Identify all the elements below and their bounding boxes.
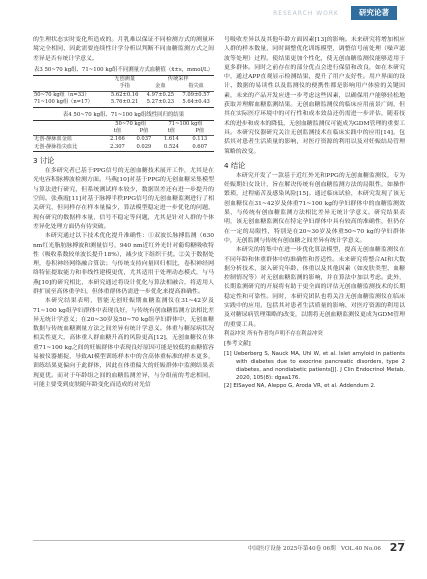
table-cell: 7.09±0.57 (182, 91, 210, 98)
page-header (0, 0, 427, 16)
references-heading: [参考文献] (224, 341, 251, 348)
conflict-statement: 利益冲突 所有作者均声明不存在利益冲突 (224, 330, 323, 337)
table4-subheader: t值 (113, 127, 122, 134)
body-paragraph: 本研究通过以下技术优化提升准确性：①双波长脉搏监测（630 nm红光脂肪脉搏波和测量信号，940 nm近红外光针对葡萄糖吸收特性（吸收系数较单波长提升18%），减少皮下组织干扰。②关于数据处理，卷积神经网络融合算法；与传统支持向量回归相比，卷积神经网络特征提取能力和非线性建模更优，尤其适用于处理动态模式，与马燕[10]的研究相比，本研究通过将设计优化与算法相融合，将适用人群扩展至高体重孕妇，但体重群体仍需进一步优化来提高准确性。 (33, 233, 214, 295)
body-paragraph: 本研究的将集中在进一步优化算法模型，提高无创血糖监测仪在不同年龄和体重群体中的准确性和普适性。未来研究将整合AI和大数据分析技术，深入研究年龄、体重以及其他因素（如皮肤类型、血糖控制情况等）对无创血糖监测的影响，并在算法中加以考虑。此外，长期监测研究的开展将有助于更全面的评估无创血糖监测技术的长期稳定性和可靠性。同时，本研究团队也将关注无创血糖监测仪在临床实践中的应用，包括其对患者生活质量的影响、对医疗资源的利用以及对糖尿病管理策略的改变，以期将无创血糖监测仪更成为GDM管理的重要工具。 (224, 247, 405, 328)
table-row (33, 99, 214, 107)
intro-paragraph: 的生理状态实时变化所造成的。月乳难以保证不同检测方式的测量环境完全相同，因此需要连续性计学分析以判断不同血糖监测方式之间差异是否有统计学意义。 (33, 37, 214, 62)
left-column (33, 36, 214, 390)
table-cell: 2.307 (109, 143, 125, 150)
footer-journal (248, 544, 381, 552)
table4-subheader (33, 128, 104, 136)
reference-item: [2] ElSayed NA, Aleppo G, Aroda VR, et al. Addendum 2. (224, 382, 376, 389)
table4-subheader: t值 (167, 127, 175, 134)
table-cell: 无创-静脉血金血 (34, 136, 73, 143)
table4-group: 50~70 kg组 (115, 120, 147, 127)
table-cell: 无创-静脉指尖血比 (34, 143, 78, 150)
table4-title: 表4 50~70 kg组、71~100 kg组线性回归的结果 (62, 111, 185, 118)
table-cell: 50~70 kg组（n=33） (34, 91, 90, 98)
table4-subheader: P值 (139, 127, 149, 134)
section-heading: 4 结论 (224, 160, 246, 170)
table-row (33, 91, 214, 99)
reference-item: [1] Ueberberg S, Nauck MA, Uhl W, et al. Islet amyloid in patients with diabetes due to exocrine pancreatic disorders, type 2 diabetes, and nondiabetic patients[J]. J Clin Endocrinol Metab, 2020, 105(8): dgaa176. (224, 350, 405, 381)
table-cell: 0.607 (192, 143, 208, 150)
table-row (33, 144, 214, 152)
footer-journal-name: 中国医疗设备 2025年第40卷 06期 (247, 546, 336, 552)
table3-title: 表3 50~70 kg组、71~100 kg组不同测量方式血糖值（x̄±s，mmol/L） (33, 66, 214, 73)
table-cell: 71~100 kg组（n=17） (34, 99, 93, 106)
body-paragraph: 本研究结果表明，智能无创妊娠期血糖监测仪在31~42岁及71~100 kg组孕妇群体中表现良好，与传统有创血糖监测方法相比差异无统计学意义；在20~30岁及50~70 kg组孕妇群体中，无创血糖数据与传统血糖测量方法之间差异有统计学意义。体重与糖尿病状况相关性更大，高体重人群血糖升高的风险更高[12]，无创血糖仪在体重71~100 kg之间的妊娠群体中表现良好原因可能是较低的血糖值容易被仪器捕捉，导致AI模型训练样本中的含高体重标准的样本更多，训练结果更偏向于此群体，因此在体重偏大的妊娠群体中监测结果表现更优。而对于年龄组之间的血糖监测差异，与分组前的考虑相同，可能主要受到皮肤随年龄变化而造成的对光信 (33, 298, 214, 388)
table3-subheader: 金血 (155, 83, 166, 90)
table-cell: 0.037 (136, 136, 152, 143)
table4-group: 71~100 kg组 (168, 120, 203, 127)
table3-group-header2: 传统采样 (167, 75, 189, 82)
table3-subheader (33, 83, 107, 91)
table-cell: 0.113 (192, 136, 208, 143)
body-paragraph: 本研究开发了一款基于近红外光和PPG的无创血糖监测仪，专为妊娠期妇女设计，旨在解决传统有创血糖监测方法的局限性，如操作繁琐，过程痛苦及感染风险[15]。通过临床试验，本研究发现了该无创血糖仪在31~42岁及体重71~100 kg的孕妇群体中的血糖监测效果，与传统有创血糖监测方法相比差异无统计学意义。研究结果表明，该无创血糖监测仪在特定孕妇群体中具有较高的准确性，但仍存在一定的局限性，特别是在20~30岁及体重50~70 kg的孕妇群体中，无创监测与传统有创血糖之间差异有统计学意义。 (224, 172, 405, 244)
table-cell: 0.524 (163, 143, 179, 150)
table3-group-header: 无创测量 (114, 75, 136, 82)
reference-list (224, 350, 405, 390)
table4-header-blank (33, 120, 104, 128)
body-paragraph: 号吸收差异以及其他年龄方面因素[13]的影响。未来研究将增加相应人群的样本数量，同时调整优化训练模型，调整信号前处理（噪声滤波等处理）过程。使结果更加个性化，使无创血糖监测仪能够适用于更多群体。同时之前存在的部分优点会进行保留和改良，如在本研究中，通过APP直观显示检测结果，提升了用户友好性。用户界面的设计、数据的易读性以及监测仪的便携性都是影响用户体验的关键因素，未来的产品开发应进一步考虑这些因素，以确保用户能够轻松地获取并理解血糖监测结果。无创血糖监测仪的临床应用前景广阔，但其在实际医疗环境中的可行性和成本效益还仍需进一步评估，随着技术的进步和成本的降低，无创血糖监测仪可能成为GDM管理的重要工具。本研究仪器研究关注无创监测技术在临床实践中的应用[14]，包括其对患者生活质量的影响，对医疗资源的利用以及对妊娠结局管理策略的改变。 (224, 37, 405, 155)
table-cell: 5.62±0.16 (110, 91, 139, 98)
footer-volume: VOL.40 No.06 (341, 546, 381, 552)
table-cell: 4.97±0.25 (146, 91, 175, 98)
table3-header-blank (33, 75, 107, 83)
right-column (224, 36, 405, 390)
header-section-en: RESEARCH WORK (273, 10, 339, 17)
table-cell: 1.614 (163, 136, 179, 143)
table-cell: 0.029 (136, 143, 152, 150)
table-cell: 2.166 (109, 136, 125, 143)
table4 (33, 120, 214, 153)
table3-subheader: 手指 (119, 83, 130, 90)
table-row (33, 136, 214, 144)
table3-subheader: 指尖血 (188, 83, 204, 90)
table-cell: 5.27±0.23 (146, 99, 175, 106)
table-cell: 5.76±0.21 (110, 99, 139, 106)
table-cell: 5.64±0.43 (182, 99, 210, 106)
header-section-tag: 研究论著 (351, 6, 397, 20)
body-paragraph: 在多研究者已基于PPG信号的无创血糖技术展开工作，尤其是在光电容积脉搏波检测方面。马燕[10]对基于PPG的无创血糖采集模型与算法进行研究，但系统测试样本较少，数据误差还有进一步提升的空间。张燕霞[11]对基于脉搏半秩PPG信号的无创血糖监测进行了相关研究，但同样存在样本量偏少，算法模型稳定进一步优化的问题，现有研究的数据样本量，信号不稳定等问题，尤其是针对人群的个体差异化处理方面仍有待突破。 (33, 168, 214, 230)
section-heading: 3 讨论 (33, 156, 55, 166)
footer-divider (33, 540, 405, 541)
table3 (33, 75, 214, 108)
page-number: 27 (389, 541, 405, 554)
table4-subheader: P值 (195, 127, 205, 134)
